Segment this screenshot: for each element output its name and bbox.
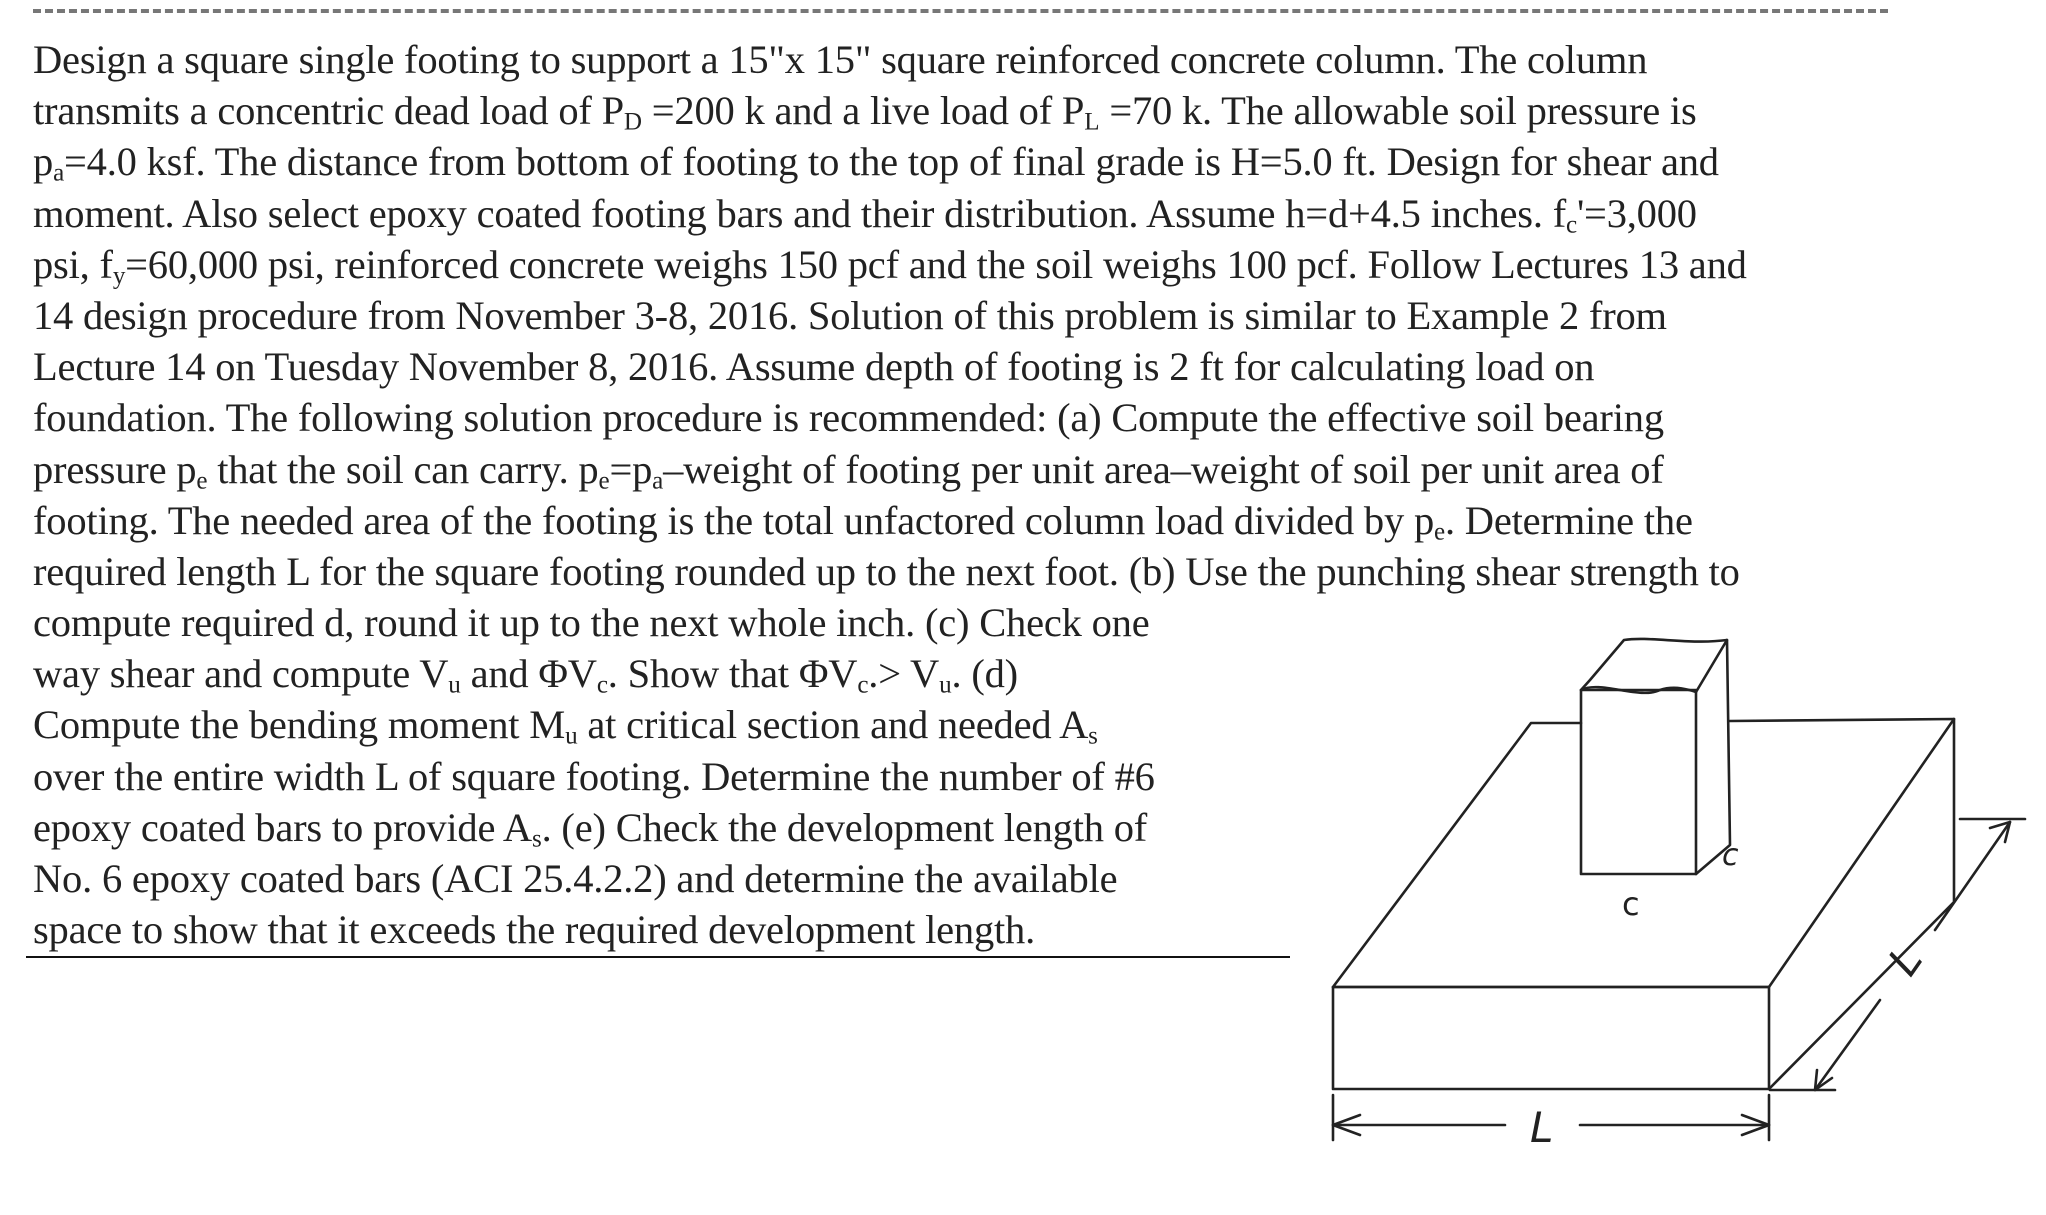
text-run: =p: [609, 446, 653, 492]
subscript: c: [857, 671, 869, 699]
subscript: L: [1084, 108, 1100, 136]
column: [1581, 639, 1730, 874]
subscript: u: [939, 671, 952, 699]
subscript: e: [196, 467, 208, 495]
text-run: Design a square single footing to support a 15"x 15" square reinforced concrete column. The column: [33, 37, 1648, 82]
text-run: over the entire width L of square footing. Determine the number of #6: [33, 753, 1155, 799]
text-run: required length L for the square footing rounded up to the next foot. (b) Use the punching shear strength to: [33, 548, 1740, 594]
subscript: s: [1088, 722, 1098, 750]
subscript: u: [448, 671, 461, 699]
text-run: =4.0 ksf. The distance from bottom of footing to the top of final grade is H=5.0 ft. Design for shear and: [64, 139, 1719, 185]
text-run: 14 design procedure from November 3-8, 2016. Solution of this problem is similar to Example 2 from: [33, 292, 1667, 338]
column-label-front: c: [1622, 885, 1640, 923]
subscript: e: [598, 467, 610, 495]
text-run: epoxy coated bars to provide A: [33, 804, 532, 850]
text-run: =60,000 psi, reinforced concrete weighs 150 pcf and the soil weighs 100 pcf. Follow Lectures 13 and: [125, 241, 1747, 287]
text-run: moment. Also select epoxy coated footing bars and their distribution. Assume h=d+4.5 inches. f: [33, 190, 1566, 236]
text-run: '=3,000: [1576, 190, 1697, 236]
footing-slab: [1333, 719, 1954, 1089]
dimension-front: [1333, 1095, 1769, 1152]
text-run: . Determine the: [1444, 497, 1693, 543]
subscript: u: [565, 722, 578, 750]
text-run: =70 k. The allowable soil pressure is: [1099, 88, 1697, 134]
dimension-label-side: L: [1878, 936, 1933, 985]
subscript: a: [53, 159, 65, 187]
text-run: Compute the bending moment M: [33, 702, 566, 748]
text-run: way shear and compute V: [33, 651, 449, 697]
text-run: foundation. The following solution procedure is recommended: (a) Compute the effective soil bearing: [33, 395, 1664, 441]
text-run: .> V: [868, 651, 940, 697]
text-run: psi, f: [33, 241, 113, 287]
subscript: e: [1434, 518, 1445, 546]
text-run: transmits a concentric dead load of P: [33, 88, 624, 134]
subscript: c: [1566, 211, 1577, 239]
dimension-label-front: L: [1530, 1103, 1554, 1152]
subscript: a: [652, 467, 664, 495]
text-run: –weight of footing per unit area–weight of soil per unit area of: [663, 446, 1664, 492]
text-run: and ΦV: [460, 651, 597, 697]
text-run: at critical section and needed A: [577, 702, 1089, 748]
column-label-side: c: [1722, 838, 1739, 873]
text-run: . (d): [951, 651, 1018, 697]
subscript: y: [112, 262, 126, 290]
text-run: footing. The needed area of the footing is the total unfactored column load divided by p: [33, 497, 1434, 543]
text-run: . (e) Check the development length of: [541, 804, 1148, 850]
text-run: Lecture 14 on Tuesday November 8, 2016. Assume depth of footing is 2 ft for calculating load on: [33, 344, 1595, 390]
text-run: pressure p: [33, 446, 197, 492]
text-run: space to show that it exceeds the required development length.: [33, 907, 1036, 953]
text-run: =200 k and a live load of P: [641, 88, 1085, 134]
text-run: compute required d, round it up to the next whole inch. (c) Check one: [33, 600, 1150, 646]
text-run: that the soil can carry. p: [207, 446, 599, 492]
text-run: . Show that ΦV: [607, 651, 858, 697]
text-run: No. 6 epoxy coated bars (ACI 25.4.2.2) and determine the available: [33, 856, 1118, 901]
subscript: D: [623, 108, 642, 136]
text-run: p: [33, 139, 54, 185]
subscript: s: [532, 825, 542, 853]
subscript: c: [596, 671, 608, 699]
